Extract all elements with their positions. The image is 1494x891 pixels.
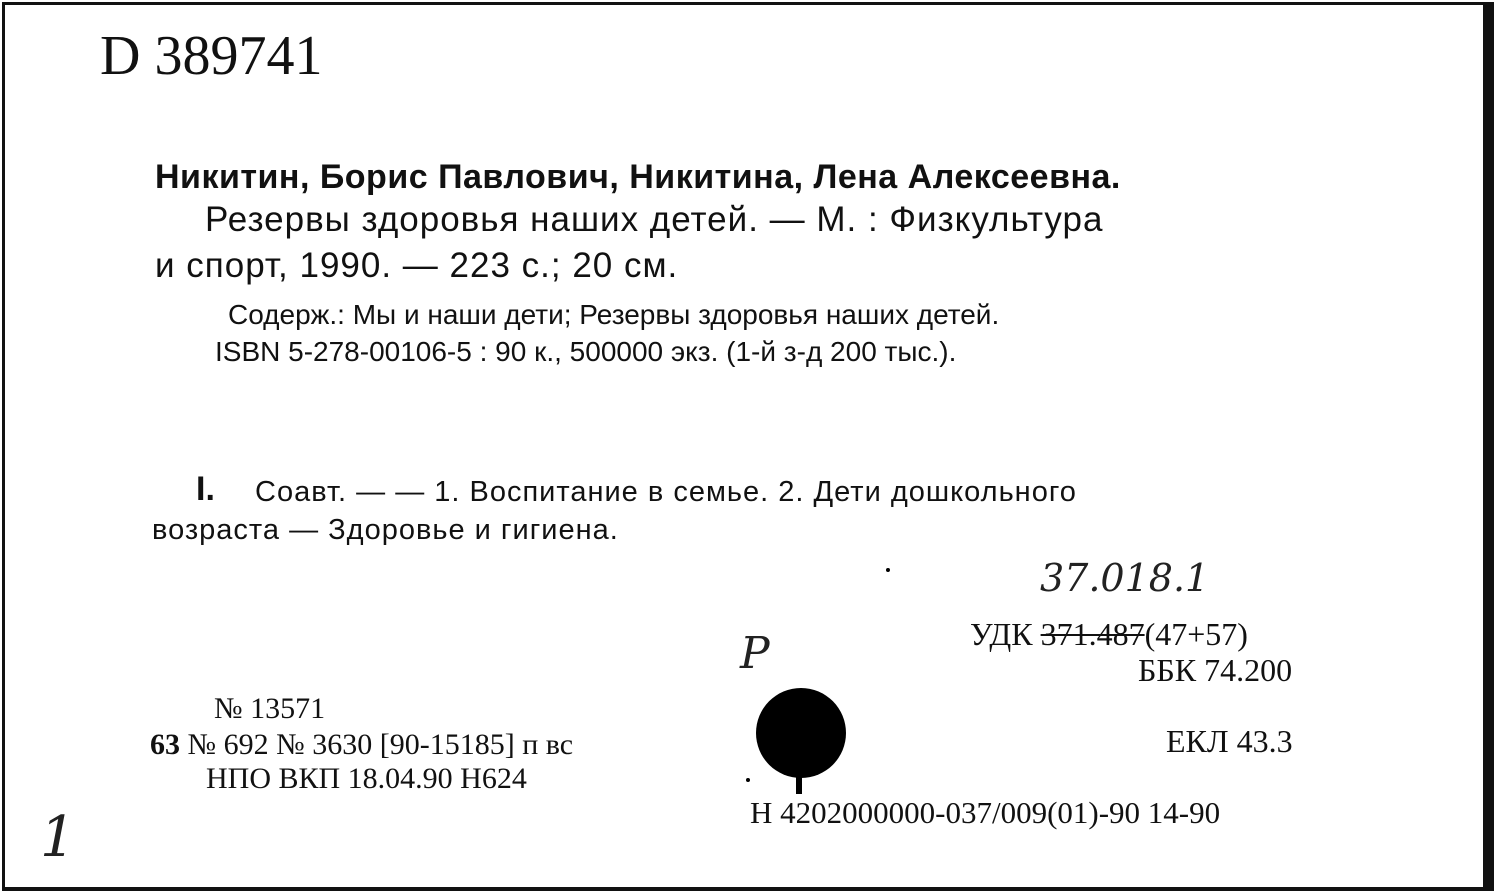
print-order-text: № 692 № 3630 [90-15185] п вс bbox=[187, 728, 574, 761]
ink-dot bbox=[886, 568, 890, 572]
punch-hole-tail bbox=[796, 770, 802, 794]
inventory-number: № 13571 bbox=[214, 692, 326, 725]
contents-note: Содерж.: Мы и наши дети; Резервы здоровья наших детей. bbox=[228, 299, 1000, 330]
handwritten-letter: P bbox=[740, 628, 770, 679]
udk-label: УДК bbox=[970, 616, 1033, 652]
call-number: D 389741 bbox=[100, 25, 323, 87]
authors-heading: Никитин, Борис Павлович, Никитина, Лена Алексеевна. bbox=[155, 158, 1121, 196]
handwritten-classification: 37.018.1 bbox=[1040, 556, 1210, 600]
publisher-index-code: Н 4202000000-037/009(01)-90 14-90 bbox=[750, 795, 1221, 830]
udk-struck-code: 371.487 bbox=[1040, 616, 1145, 652]
title-line-1: Резервы здоровья наших детей. — М. : Физкультура bbox=[205, 200, 1104, 239]
isbn-line: ISBN 5-278-00106-5 : 90 к., 500000 экз. (1-й з-д 200 тыс.). bbox=[215, 336, 957, 367]
udk-code-rest: (47+57) bbox=[1144, 616, 1248, 652]
ink-dot bbox=[746, 778, 750, 782]
subjects-line-2: возраста — Здоровье и гигиена. bbox=[152, 514, 619, 546]
punch-hole bbox=[756, 688, 846, 778]
subjects-line-1: Соавт. — — 1. Воспитание в семье. 2. Дети дошкольного bbox=[255, 476, 1077, 508]
printer-line: НПО ВКП 18.04.90 Н624 bbox=[206, 762, 527, 795]
handwritten-number: 1 bbox=[40, 805, 76, 870]
ekl-code: ЕКЛ 43.3 bbox=[1166, 723, 1293, 759]
bbk-code: ББК 74.200 bbox=[1138, 652, 1293, 688]
title-line-2: и спорт, 1990. — 223 с.; 20 см. bbox=[155, 246, 679, 285]
print-prefix: 63 bbox=[150, 728, 180, 761]
udk-code bbox=[970, 616, 1248, 653]
cross-reference-mark: I. bbox=[196, 470, 215, 508]
print-order-line bbox=[150, 728, 573, 762]
